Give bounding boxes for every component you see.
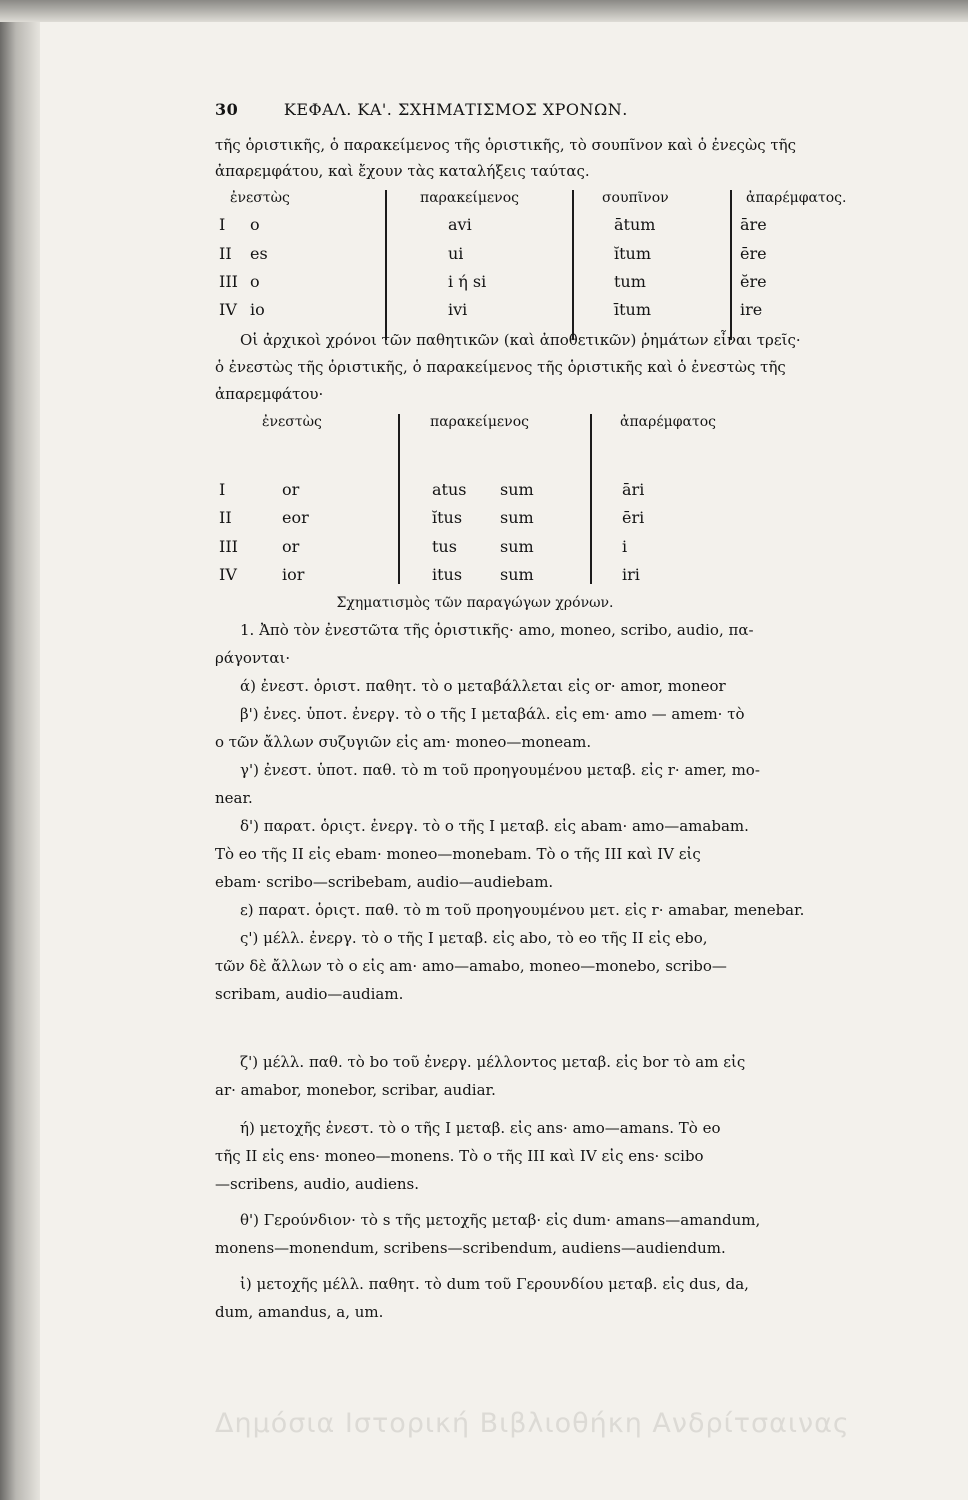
table1-cell: ĕre — [740, 272, 767, 291]
table1-header-supine: σουπῖνον — [602, 190, 669, 206]
text-line: τῆς ὁριστικῆς, ὁ παρακείμενος τῆς ὁριστικῆς, τὸ σουπῖνον καὶ ὁ ἐνεςὼς τῆς — [215, 136, 797, 154]
table2-row-num: I — [219, 480, 226, 499]
table2-cell: iri — [622, 565, 640, 584]
text-line: ὁ ἐνεστὼς τῆς ὁριστικῆς, ὁ παρακείμενος τῆς ὁριστικῆς καὶ ὁ ἐνεστὼς τῆς — [215, 358, 786, 376]
table2-cell: itus — [432, 565, 463, 584]
text-line: ράγονται· — [215, 649, 291, 667]
table1-row-num: II — [219, 244, 232, 263]
table2-cell: or — [282, 480, 300, 499]
table1-cell: ītum — [614, 300, 652, 319]
table2-row-num: III — [219, 537, 238, 556]
text-line: ή) μετοχῆς ἐνεστ. τὸ o τῆς I μεταβ. εἰς ans· amo—amans. Τὸ eo — [240, 1119, 721, 1137]
text-line: —scribens, audio, audiens. — [215, 1175, 420, 1193]
text-line: ἰ) μετοχῆς μέλλ. παθητ. τὸ dum τοῦ Γερουνδίου μεταβ. εἰς dus, da, — [240, 1275, 749, 1293]
table1-row-num: IV — [219, 300, 237, 319]
text-line: scribam, audio—audiam. — [215, 985, 404, 1003]
text-line: δ') παρατ. ὁριςτ. ἐνεργ. τὸ o τῆς I μεταβ. εἰς abam· amo—amabam. — [240, 817, 749, 835]
text-line: τῶν δὲ ἄλλων τὸ o εἰς am· amo—amabo, moneo—monebo, scribo— — [215, 957, 727, 975]
table1-cell: tum — [614, 272, 646, 291]
chapter-title: ΚΕΦΑΛ. ΚΑ'. ΣΧΗΜΑΤΙΣΜΟΣ ΧΡΟΝΩΝ. — [283, 100, 628, 119]
page-number: 30 — [215, 100, 239, 119]
text-line: o τῶν ἄλλων συζυγιῶν εἰς am· moneo—moneam. — [215, 733, 592, 751]
text-line: dum, amandus, a, um. — [215, 1303, 384, 1321]
page-shadow-left — [0, 0, 40, 1500]
table1-cell: āre — [740, 215, 767, 234]
text-line: τῆς II εἰς ens· moneo—monens. Τὸ o τῆς III καὶ IV εἰς ens· scibo — [215, 1147, 704, 1165]
table2-cell: ior — [282, 565, 305, 584]
text-line: ἀπαρεμφάτου· — [215, 385, 324, 403]
text-line: ebam· scribo—scribebam, audio—audiebam. — [215, 873, 554, 891]
table1-cell: ātum — [614, 215, 656, 234]
text-line: β') ἐνες. ὑποτ. ἐνεργ. τὸ o τῆς I μεταβάλ. εἰς em· amo — amem· τὸ — [240, 705, 745, 723]
table2-cell: sum — [500, 480, 534, 499]
table1-cell: ui — [448, 244, 464, 263]
table2-cell: sum — [500, 565, 534, 584]
table2-row-num: II — [219, 508, 232, 527]
table1-cell: ire — [740, 300, 763, 319]
table1-divider — [385, 190, 387, 340]
table1-header-present: ἐνεστὼς — [230, 190, 290, 206]
table1-header-infinitive: ἀπαρέμφατος. — [746, 190, 847, 206]
table2-row-num: IV — [219, 565, 237, 584]
text-line: Οἱ ἀρχικοὶ χρόνοι τῶν παθητικῶν (καὶ ἀποθετικῶν) ῥημάτων εἶναι τρεῖς· — [240, 331, 801, 349]
table2-cell: ēri — [622, 508, 645, 527]
text-line: monens—monendum, scribens—scribendum, audiens—audiendum. — [215, 1239, 726, 1257]
table1-cell: es — [250, 244, 268, 263]
text-line: ζ') μέλλ. παθ. τὸ bo τοῦ ἐνεργ. μέλλοντος μεταβ. εἰς bor τὸ am εἰς — [240, 1053, 746, 1071]
table2-cell: or — [282, 537, 300, 556]
table1-cell: i ή si — [448, 272, 487, 291]
table1-cell: o — [250, 272, 260, 291]
table1-divider — [572, 190, 574, 340]
text-line: ε) παρατ. ὁριςτ. παθ. τὸ m τοῦ προηγουμένου μετ. εἰς r· amabar, menebar. — [240, 901, 805, 919]
table2-cell: eor — [282, 508, 309, 527]
table2-cell: i — [622, 537, 628, 556]
table1-cell: ivi — [448, 300, 468, 319]
section-heading: Σχηματισμὸς τῶν παραγώγων χρόνων. — [336, 595, 614, 611]
table1-cell: avi — [448, 215, 472, 234]
text-line: ς') μέλλ. ἐνεργ. τὸ o τῆς I μεταβ. εἰς abo, τὸ eo τῆς II εἰς ebo, — [240, 929, 708, 947]
table2-header-present: ἐνεστὼς — [262, 414, 322, 430]
table2-cell: āri — [622, 480, 645, 499]
table1-cell: ēre — [740, 244, 767, 263]
table1-cell: ĭtum — [614, 244, 652, 263]
table2-cell: sum — [500, 537, 534, 556]
table2-cell: atus — [432, 480, 467, 499]
library-watermark: Δημόσια Ιστορική Βιβλιοθήκη Ανδρίτσαινας — [215, 1408, 850, 1439]
text-line: ά) ἐνεστ. ὁριστ. παθητ. τὸ o μεταβάλλεται εἰς or· amor, moneor — [240, 677, 726, 695]
table2-cell: sum — [500, 508, 534, 527]
table1-cell: o — [250, 215, 260, 234]
table2-cell: ĭtus — [432, 508, 463, 527]
table2-header-perfect: παρακείμενος — [430, 414, 529, 430]
table2-divider — [590, 414, 592, 584]
table1-row-num: III — [219, 272, 238, 291]
text-line: ar· amabor, monebor, scribar, audiar. — [215, 1081, 496, 1099]
text-line: near. — [215, 789, 253, 807]
table1-row-num: I — [219, 215, 226, 234]
text-line: 1. Ἀπὸ τὸν ἐνεστῶτα τῆς ὁριστικῆς· amo, moneo, scribo, audio, πα- — [240, 621, 754, 639]
text-line: γ') ἐνεστ. ὑποτ. παθ. τὸ m τοῦ προηγουμένου μεταβ. εἰς r· amer, mo- — [240, 761, 760, 779]
running-header — [215, 100, 735, 119]
table2-header-infinitive: ἀπαρέμφατος — [620, 414, 716, 430]
text-line: Τὸ eo τῆς II εἰς ebam· moneo—monebam. Τὸ o τῆς III καὶ IV εἰς — [215, 845, 701, 863]
table1-divider — [730, 190, 732, 340]
table1-header-perfect: παρακείμενος — [420, 190, 519, 206]
table2-cell: tus — [432, 537, 457, 556]
table1-cell: io — [250, 300, 265, 319]
page-shadow-top — [0, 0, 968, 22]
text-line: θ') Γερούνδιον· τὸ s τῆς μετοχῆς μεταβ· εἰς dum· amans—amandum, — [240, 1211, 761, 1229]
text-line: ἀπαρεμφάτου, καὶ ἔχουν τὰς καταλήξεις ταύτας. — [215, 162, 590, 180]
table2-divider — [398, 414, 400, 584]
